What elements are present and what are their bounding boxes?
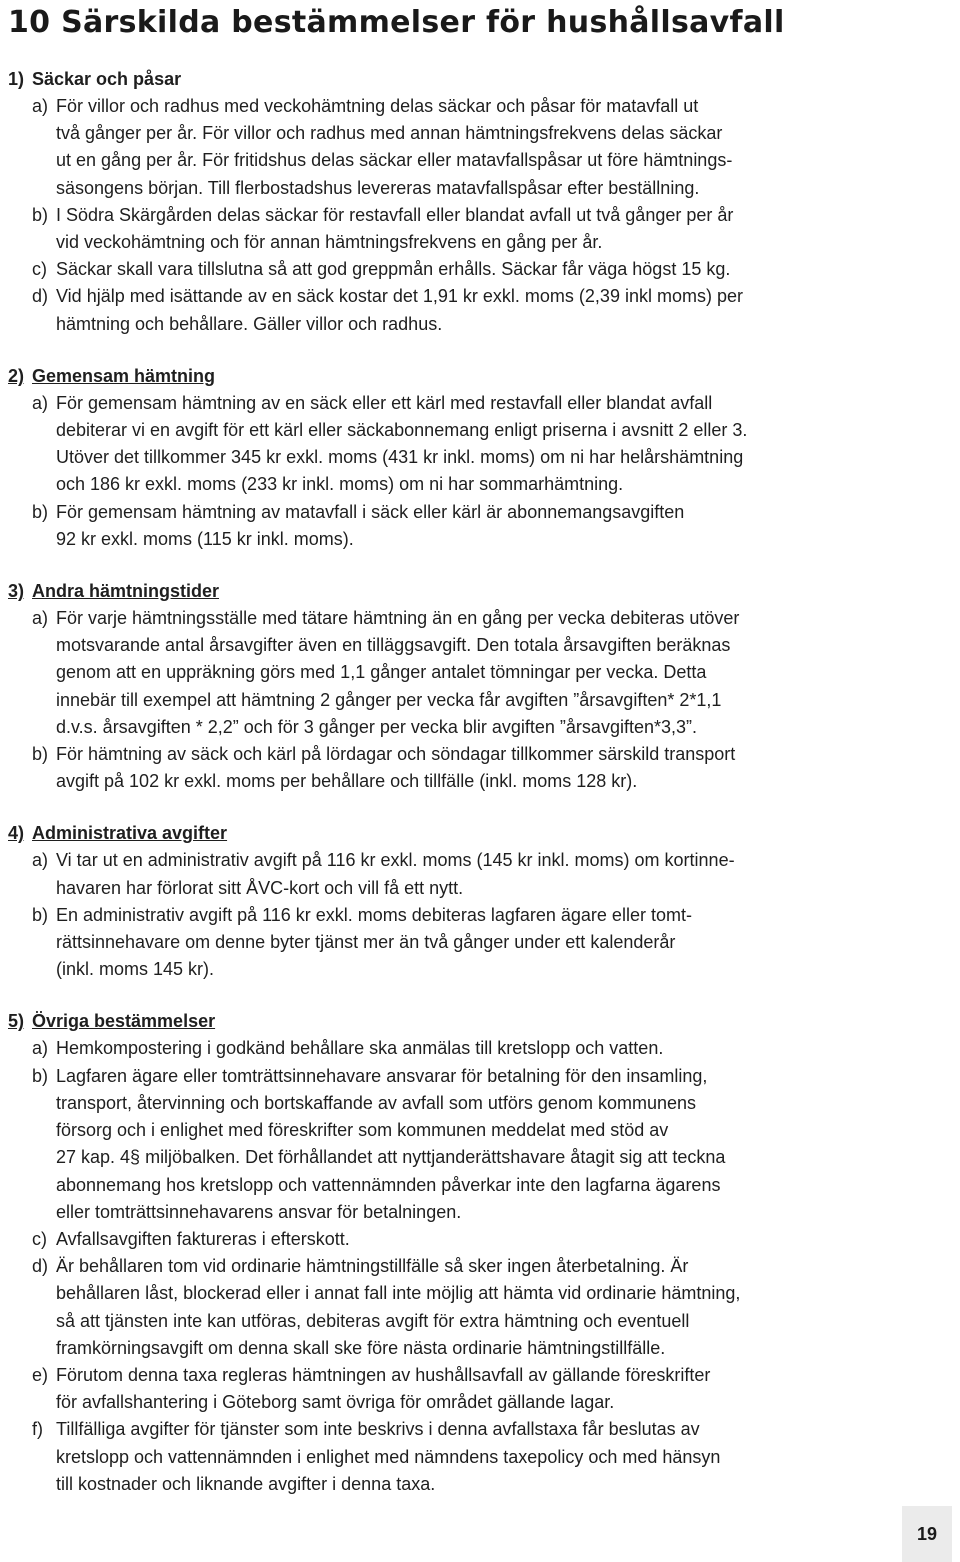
list-item (8, 1253, 948, 1362)
section-4 (8, 820, 948, 983)
text-line: Vid hjälp med isättande av en säck kostar det 1,91 kr exkl. moms (2,39 inkl moms) per (56, 286, 743, 307)
section-5 (8, 1008, 948, 1497)
list-item (8, 902, 948, 984)
text-line: för avfallshantering i Göteborg samt övriga för området gällande lagar. (56, 1392, 615, 1413)
section-number: 3) (8, 581, 25, 602)
item-text (56, 741, 856, 795)
text-line: Är behållaren tom vid ordinarie hämtningstillfälle så sker ingen återbetalning. Är (56, 1256, 689, 1277)
list-item (8, 741, 948, 795)
text-line: Tillfälliga avgifter för tjänster som inte beskrivs i denna avfallstaxa får beslutas av (56, 1419, 700, 1440)
item-letter: b) (32, 744, 49, 765)
section-heading (8, 1008, 948, 1035)
item-text (56, 1226, 856, 1253)
text-line: kretslopp och vattennämnden i enlighet med nämndens taxepolicy och med hänsyn (56, 1446, 721, 1467)
text-line: hämtning och behållare. Gäller villor och radhus. (56, 313, 443, 334)
item-text (56, 605, 856, 741)
list-item (8, 1035, 948, 1062)
section-heading (8, 66, 948, 93)
section-heading (8, 578, 948, 605)
item-text (56, 1253, 856, 1362)
list-item (8, 390, 948, 499)
item-text (56, 1362, 856, 1416)
text-line: vid veckohämtning och för annan hämtningsfrekvens en gång per år. (56, 232, 603, 253)
text-line: avgift på 102 kr exkl. moms per behållare och tillfälle (inkl. moms 128 kr). (56, 771, 638, 792)
item-letter: a) (32, 392, 49, 413)
text-line: Vi tar ut en administrativ avgift på 116 kr exkl. moms (145 kr inkl. moms) om kortinne- (56, 850, 735, 871)
text-line: innebär till exempel att hämtning 2 gånger per vecka får avgiften ”årsavgiften* 2*1,1 (56, 689, 722, 710)
list-item (8, 1226, 948, 1253)
text-line: och 186 kr exkl. moms (233 kr inkl. moms) om ni har sommarhämtning. (56, 474, 624, 495)
list-item (8, 202, 948, 256)
section-title: Övriga bestämmelser (32, 1011, 216, 1032)
text-line: Förutom denna taxa regleras hämtningen av hushållsavfall av gällande föreskrifter (56, 1364, 711, 1385)
text-line: Lagfaren ägare eller tomträttsinnehavare ansvarar för betalning för den insamling, (56, 1065, 708, 1086)
list-item (8, 605, 948, 741)
text-line: två gånger per år. För villor och radhus med annan hämtningsfrekvens delas säckar (56, 123, 723, 144)
item-letter: a) (32, 850, 49, 871)
text-line: till kostnader och liknande avgifter i denna taxa. (56, 1473, 436, 1494)
item-text (56, 390, 856, 499)
section-3 (8, 578, 948, 795)
item-text (56, 283, 856, 337)
page-number: 19 (902, 1506, 952, 1562)
item-letter: b) (32, 904, 49, 925)
section-heading (8, 820, 948, 847)
list-item (8, 1362, 948, 1416)
item-letter: c) (32, 259, 47, 280)
item-text (56, 93, 856, 202)
section-number: 2) (8, 365, 25, 386)
item-letter: f) (32, 1419, 43, 1440)
section-1 (8, 66, 948, 338)
text-line: abonnemang hos kretslopp och vattennämnden påverkar inte den lagfarna ägarens (56, 1174, 721, 1195)
sections-container (8, 66, 948, 1498)
section-title: Säckar och påsar (32, 69, 182, 89)
item-text (56, 847, 856, 901)
text-line: 92 kr exkl. moms (115 kr inkl. moms). (56, 528, 354, 549)
item-letter: b) (32, 1065, 49, 1086)
text-line: d.v.s. årsavgiften * 2,2” och för 3 gånger per vecka blir avgiften ”årsavgiften*3,3”. (56, 716, 697, 737)
section-title: Andra hämtningstider (32, 581, 220, 602)
text-line: (inkl. moms 145 kr). (56, 959, 215, 980)
section-title: Administrativa avgifter (32, 823, 228, 844)
text-line: så att tjänsten inte kan utföras, debiteras avgift för extra hämtning och eventuell (56, 1310, 690, 1331)
list-item (8, 256, 948, 283)
text-line: I Södra Skärgården delas säckar för restavfall eller blandat avfall ut två gånger per år (56, 204, 734, 225)
text-line: eller tomträttsinnehavarens ansvar för betalningen. (56, 1201, 462, 1222)
text-line: Hemkompostering i godkänd behållare ska anmälas till kretslopp och vatten. (56, 1038, 664, 1059)
text-line: säsongens början. Till flerbostadshus levereras matavfallspåsar efter beställning. (56, 177, 700, 198)
item-letter: a) (32, 608, 49, 629)
text-line: havaren har förlorat sitt ÅVC-kort och vill få ett nytt. (56, 877, 464, 898)
text-line: framkörningsavgift om denna skall ske före nästa ordinarie hämtningstillfälle. (56, 1337, 666, 1358)
section-number: 1) (8, 69, 25, 89)
text-line: debiterar vi en avgift för ett kärl eller säckabonnemang enligt priserna i avsnitt 2 eller 3. (56, 420, 748, 441)
text-line: För gemensam hämtning av matavfall i säck eller kärl är abonnemangsavgiften (56, 501, 685, 522)
text-line: genom att en uppräkning görs med 1,1 gånger antalet tömningar per vecka. Detta (56, 662, 707, 683)
list-item (8, 93, 948, 202)
item-letter: b) (32, 204, 49, 225)
item-text (56, 256, 856, 283)
text-line: Utöver det tillkommer 345 kr exkl. moms (431 kr inkl. moms) om ni har helårshämtning (56, 447, 744, 468)
list-item (8, 283, 948, 337)
text-line: För gemensam hämtning av en säck eller ett kärl med restavfall eller blandat avfall (56, 392, 713, 413)
text-line: ut en gång per år. För fritidshus delas säckar eller matavfallspåsar ut före hämtnings- (56, 150, 733, 171)
item-text (56, 1035, 856, 1062)
section-number: 5) (8, 1011, 25, 1032)
text-line: För varje hämtningsställe med tätare hämtning än en gång per vecka debiteras utöver (56, 608, 740, 629)
item-text (56, 1416, 856, 1498)
text-line: 27 kap. 4§ miljöbalken. Det förhållandet att nyttjanderättshavare åtagit sig att teckna (56, 1147, 726, 1168)
text-line: För hämtning av säck och kärl på lördagar och söndagar tillkommer särskild transport (56, 744, 736, 765)
list-item (8, 1063, 948, 1226)
text-line: transport, återvinning och bortskaffande av avfall som utförs genom kommunens (56, 1092, 697, 1113)
text-line: behållaren låst, blockerad eller i annat fall inte möjlig att hämta vid ordinarie hämtning, (56, 1283, 741, 1304)
page-title: 10 Särskilda bestämmelser för hushållsavfall (8, 5, 785, 40)
section-number: 4) (8, 823, 25, 844)
list-item (8, 847, 948, 901)
item-letter: c) (32, 1228, 47, 1249)
text-line: Avfallsavgiften faktureras i efterskott. (56, 1228, 350, 1249)
text-line: För villor och radhus med veckohämtning delas säckar och påsar för matavfall ut (56, 96, 699, 116)
item-letter: e) (32, 1364, 49, 1385)
text-line: En administrativ avgift på 116 kr exkl. moms debiteras lagfaren ägare eller tomt- (56, 904, 692, 925)
list-item (8, 499, 948, 553)
item-letter: a) (32, 96, 49, 116)
text-line: försorg och i enlighet med föreskrifter som kommunen meddelat med stöd av (56, 1120, 669, 1141)
item-letter: a) (32, 1038, 49, 1059)
item-letter: d) (32, 1256, 49, 1277)
item-letter: b) (32, 501, 49, 522)
document-page (8, 0, 948, 1498)
list-item (8, 1416, 948, 1498)
text-line: motsvarande antal årsavgifter även en tilläggsavgift. Den totala årsavgiften beräknas (56, 635, 731, 656)
item-letter: d) (32, 286, 49, 307)
section-2 (8, 363, 948, 553)
item-text (56, 902, 856, 984)
text-line: rättsinnehavare om denne byter tjänst mer än två gånger under ett kalenderår (56, 932, 676, 953)
section-title: Gemensam hämtning (32, 365, 216, 386)
item-text (56, 1063, 856, 1226)
section-heading (8, 363, 948, 390)
item-text (56, 499, 856, 553)
text-line: Säckar skall vara tillslutna så att god greppmån erhålls. Säckar får väga högst 15 kg. (56, 259, 731, 280)
item-text (56, 202, 856, 256)
